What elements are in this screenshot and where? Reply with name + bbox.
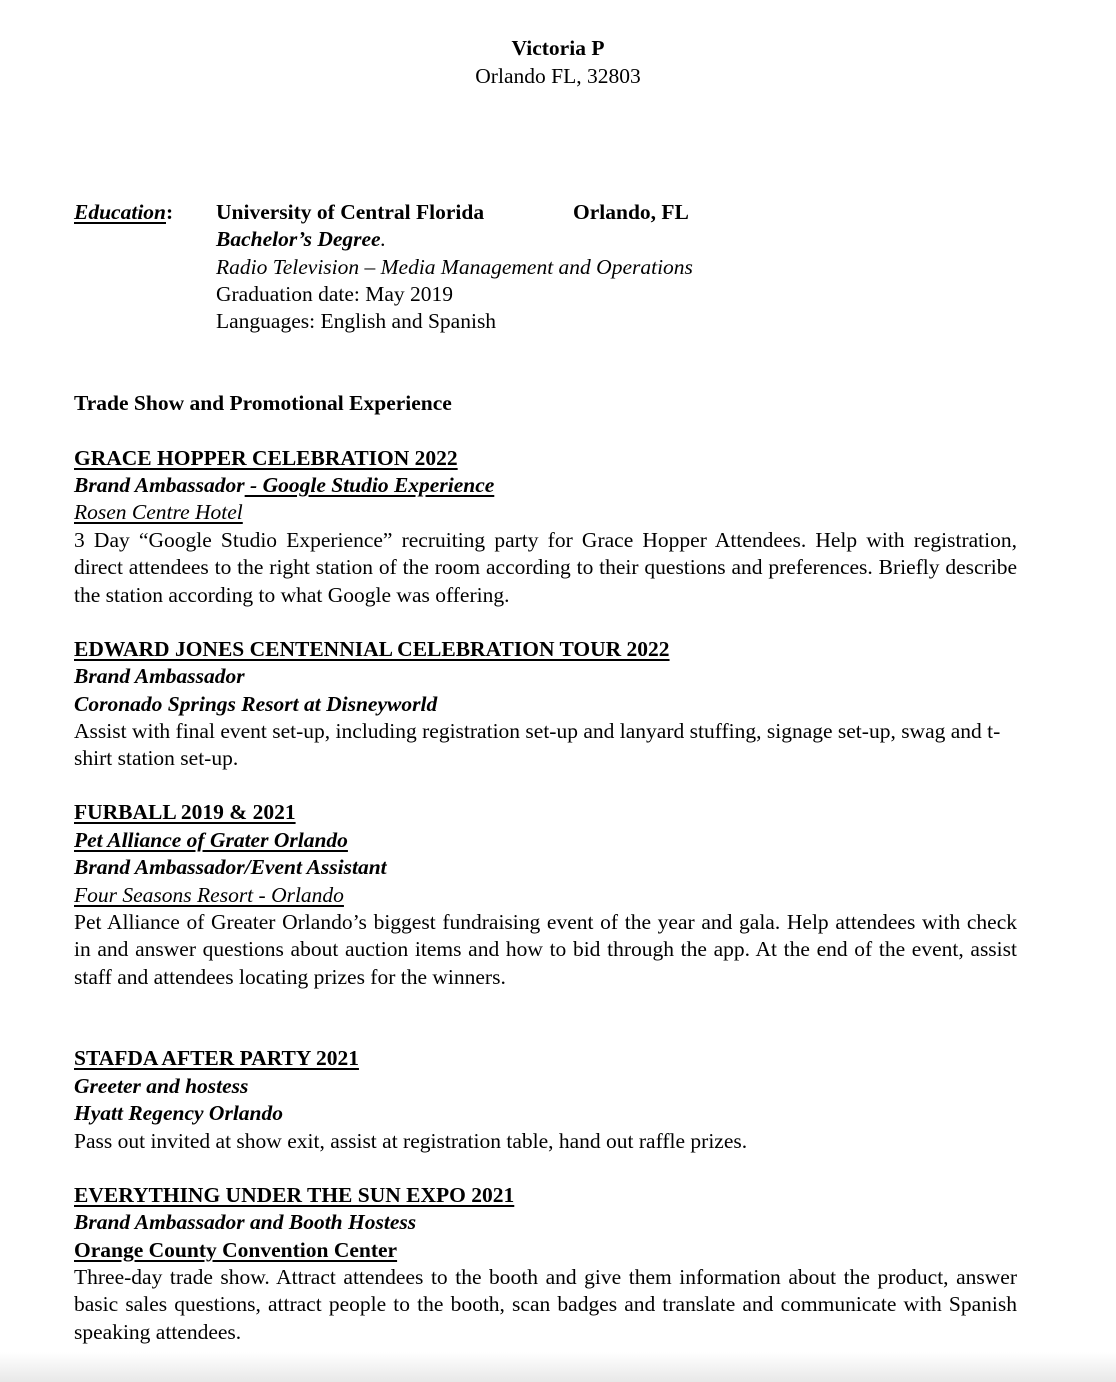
experience-1-role-part2: - Google Studio Experience: [244, 473, 495, 497]
experience-4-description: Pass out invited at show exit, assist at registration table, hand out raffle prizes.: [74, 1129, 748, 1153]
experience-2-description: Assist with final event set-up, including registration set-up and lanyard stuffing, signage set-up, swag and t-shirt station set-up.: [74, 719, 1001, 771]
experience-4-event: STAFDA AFTER PARTY 2021: [74, 1046, 359, 1070]
experience-2-role: Brand Ambassador: [74, 664, 245, 688]
experience-1-description: 3 Day “Google Studio Experience” recruiting party for Grace Hopper Attendees. Help with registration, direct attendees to the right station of the room according to their questions and preferences. Briefly describe the station according to what Google was offering.: [74, 528, 1017, 607]
section-title: Trade Show and Promotional Experience: [74, 391, 452, 415]
experience-2-event: EDWARD JONES CENTENNIAL CELEBRATION TOUR 2022: [74, 637, 670, 661]
education-school-location: Orlando, FL: [573, 200, 689, 224]
experience-1-role: [74, 472, 494, 499]
experience-5-event: EVERYTHING UNDER THE SUN EXPO 2021: [74, 1183, 515, 1207]
education-school: University of Central Florida: [216, 200, 485, 224]
education-colon: :: [166, 200, 174, 224]
experience-5-venue: Orange County Convention Center: [74, 1238, 398, 1262]
page-bottom-shade: [0, 1352, 1116, 1382]
experience-3-role: Brand Ambassador/Event Assistant: [74, 855, 387, 879]
education-major: Radio Television – Media Management and Operations: [216, 255, 693, 279]
candidate-name: Victoria P: [511, 36, 605, 60]
education-graduation: Graduation date: May 2019: [216, 282, 454, 306]
experience-5-role: Brand Ambassador and Booth Hostess: [74, 1210, 417, 1234]
education-label: Education: [74, 200, 166, 224]
experience-3-event: FURBALL 2019 & 2021: [74, 800, 296, 824]
candidate-location: Orlando FL, 32803: [475, 64, 641, 88]
experience-4-role: Greeter and hostess: [74, 1074, 249, 1098]
education-languages: Languages: English and Spanish: [216, 309, 497, 333]
education-degree: Bachelor’s Degree: [216, 227, 381, 251]
experience-4-venue: Hyatt Regency Orlando: [74, 1101, 284, 1125]
experience-5-description: Three-day trade show. Attract attendees to the booth and give them information about the product, answer basic sales questions, attract people to the booth, scan badges and translate and communicate with Spanish speaking attendees.: [74, 1265, 1017, 1344]
experience-1-role-part1: Brand Ambassador: [74, 473, 245, 497]
education-label-block: [74, 199, 173, 226]
experience-3-description: Pet Alliance of Greater Orlando’s biggest fundraising event of the year and gala. Help attendees with check in and answer questions about auction items and how to bid through the app. At the end of the event, assist staff and attendees locating prizes for the winners.: [74, 910, 1017, 989]
experience-1-event: GRACE HOPPER CELEBRATION 2022: [74, 446, 458, 470]
experience-3-venue: Four Seasons Resort - Orlando: [74, 883, 344, 907]
education-degree-line: [216, 226, 386, 253]
experience-3-organization: Pet Alliance of Grater Orlando: [74, 828, 348, 852]
experience-2-venue: Coronado Springs Resort at Disneyworld: [74, 692, 438, 716]
education-degree-period: .: [380, 227, 386, 251]
experience-1-venue: Rosen Centre Hotel: [74, 500, 243, 524]
